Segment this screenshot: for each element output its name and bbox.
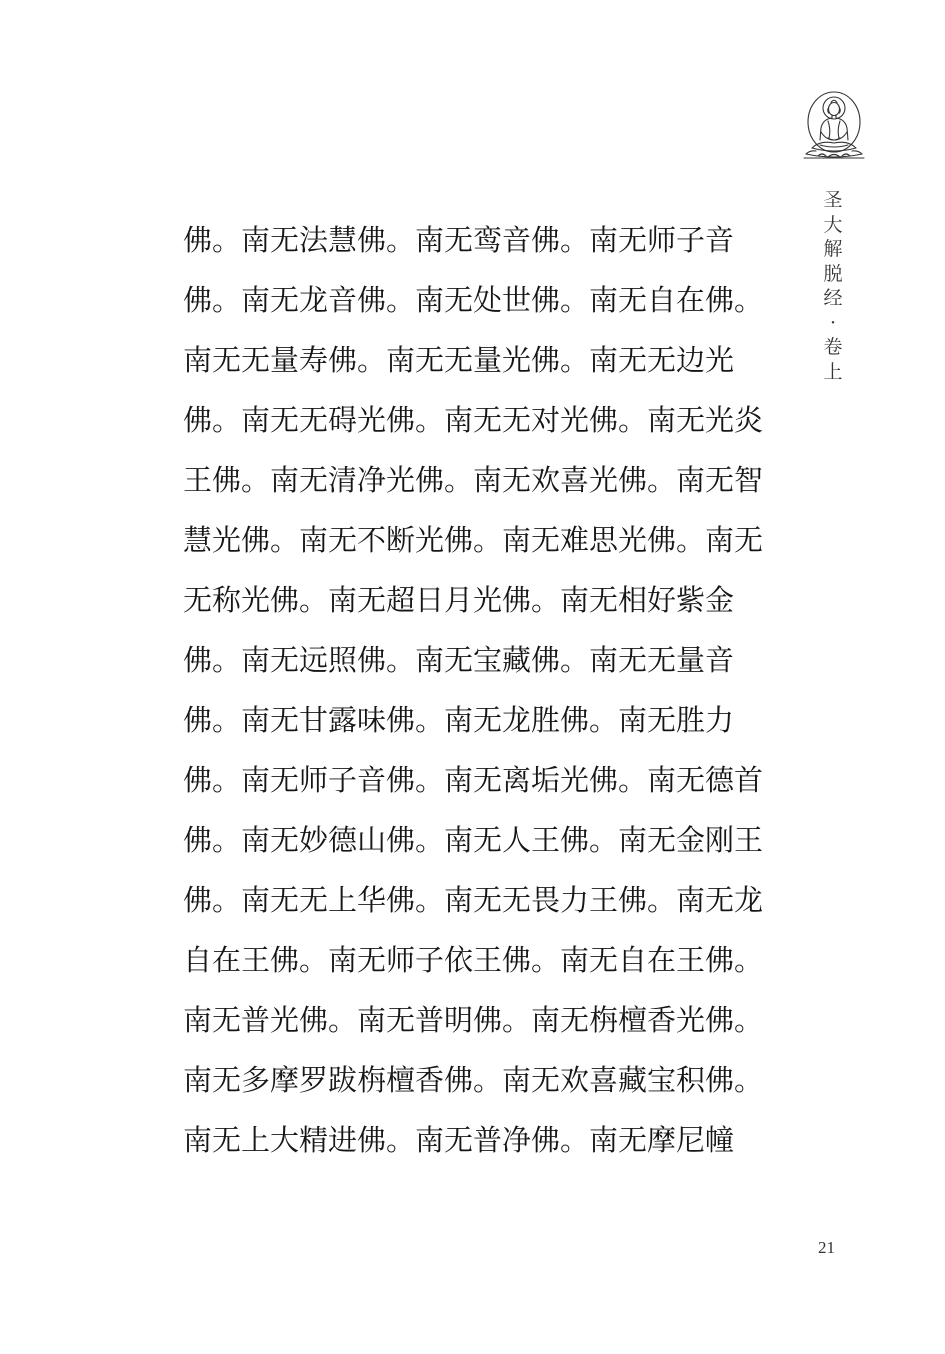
text-line: 无称光佛。南无超日月光佛。南无相好紫金 [183, 583, 735, 617]
text-line: 慧光佛。南无不断光佛。南无难思光佛。南无 [183, 523, 764, 557]
text-line: 佛。南无甘露味佛。南无龙胜佛。南无胜力 [183, 703, 735, 737]
page-number: 21 [818, 1238, 835, 1257]
text-line: 南无上大精进佛。南无普净佛。南无摩尼幢 [183, 1123, 735, 1157]
text-line: 佛。南无妙德山佛。南无人王佛。南无金刚王 [183, 823, 764, 857]
text-line: 佛。南无无碍光佛。南无无对光佛。南无光炎 [183, 403, 764, 437]
text-line: 王佛。南无清净光佛。南无欢喜光佛。南无智 [183, 463, 764, 497]
running-head-char: 上 [823, 360, 843, 383]
running-head-char: 圣 [823, 189, 843, 211]
text-line: 自在王佛。南无师子依王佛。南无自在王佛。 [183, 943, 764, 977]
text-line: 佛。南无师子音佛。南无离垢光佛。南无德首 [183, 763, 764, 797]
running-head-char: 大 [823, 213, 843, 236]
running-head-char: · [829, 311, 837, 334]
running-head [818, 188, 848, 384]
text-line: 南无多摩罗跋栴檀香佛。南无欢喜藏宝积佛。 [183, 1063, 764, 1097]
body-text [183, 210, 783, 1170]
running-head-char: 脱 [823, 262, 843, 285]
text-line: 佛。南无无上华佛。南无无畏力王佛。南无龙 [183, 883, 764, 917]
text-line: 南无普光佛。南无普明佛。南无栴檀香光佛。 [183, 1003, 764, 1037]
text-line: 南无无量寿佛。南无无量光佛。南无无边光 [183, 343, 735, 377]
running-head-char: 解 [823, 238, 843, 260]
seated-buddha-icon [798, 88, 870, 168]
text-line: 佛。南无远照佛。南无宝藏佛。南无无量音 [183, 643, 735, 677]
running-head-char: 经 [823, 287, 843, 309]
text-line: 佛。南无法慧佛。南无鸾音佛。南无师子音 [183, 223, 735, 257]
running-head-char: 卷 [823, 336, 843, 358]
text-line: 佛。南无龙音佛。南无处世佛。南无自在佛。 [183, 283, 764, 317]
